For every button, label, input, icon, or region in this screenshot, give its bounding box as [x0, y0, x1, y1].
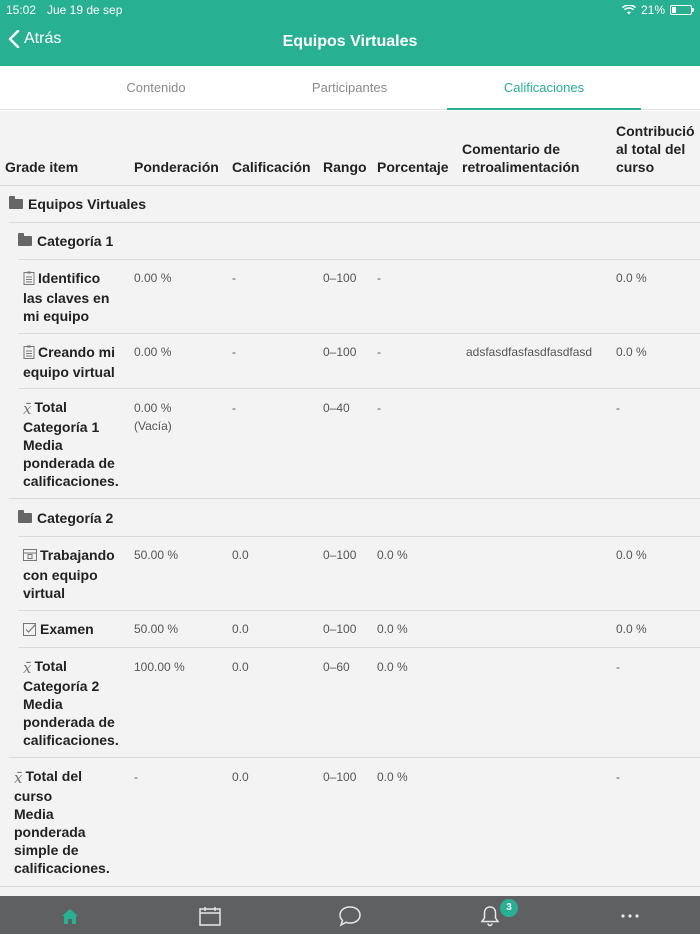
range-value: 0–100	[323, 271, 357, 285]
weight-value: 0.00 %	[134, 345, 172, 359]
grade-value: -	[232, 345, 236, 359]
grade-value: 0.0	[232, 770, 249, 784]
divider	[18, 259, 700, 260]
grade-value: -	[232, 271, 236, 285]
back-label: Atrás	[24, 30, 62, 47]
notifications-button[interactable]	[478, 904, 502, 928]
assignment-icon	[23, 271, 35, 289]
percentage-value: 0.0 %	[377, 660, 408, 674]
category2-name: Categoría 2	[37, 510, 114, 526]
divider	[9, 498, 700, 499]
notification-badge: 3	[500, 899, 518, 917]
header-grade: Calificación	[232, 159, 311, 175]
contribution-value: -	[616, 660, 620, 674]
range-value: 0–100	[323, 770, 357, 784]
battery-icon	[670, 5, 692, 15]
weight-value: 50.00 %	[134, 548, 179, 562]
app-header	[0, 0, 700, 66]
divider	[0, 886, 700, 887]
header-range: Rango	[323, 159, 367, 175]
mean-icon: x̄	[23, 400, 32, 418]
tab-contenido[interactable]: Contenido	[126, 80, 186, 95]
feedback-value: adsfasdfasfasdfasdfasd	[466, 345, 593, 359]
contribution-value: 0.0 %	[616, 548, 647, 562]
grade-value: -	[232, 401, 236, 415]
home-icon	[60, 906, 80, 926]
header-feedback-line2: retroalimentación	[462, 159, 580, 175]
table-header	[0, 111, 700, 186]
home-button[interactable]	[58, 904, 82, 928]
bell-icon	[480, 905, 500, 927]
header-percentage: Porcentaje	[377, 159, 449, 175]
chat-icon	[338, 905, 362, 927]
range-value: 0–100	[323, 622, 357, 636]
folder-icon	[9, 199, 23, 209]
bottom-tab-bar	[0, 896, 700, 934]
percentage-value: 0.0 %	[377, 548, 408, 562]
wifi-icon	[622, 5, 636, 15]
range-value: 0–40	[323, 401, 350, 415]
weight-note: (Vacía)	[134, 419, 172, 433]
divider	[18, 388, 700, 389]
header-feedback	[462, 140, 579, 176]
header-contribution-line1: Contribució	[616, 123, 695, 139]
range-value: 0–100	[323, 548, 357, 562]
weight-value: -	[134, 770, 138, 784]
status-bar	[0, 0, 700, 20]
grade-value: 0.0	[232, 548, 249, 562]
course-name: Equipos Virtuales	[28, 196, 146, 212]
contribution-value: -	[616, 401, 620, 415]
contribution-value: 0.0 %	[616, 271, 647, 285]
percentage-value: -	[377, 271, 381, 285]
header-grade-item: Grade item	[5, 159, 79, 175]
range-value: 0–100	[323, 345, 357, 359]
divider	[9, 757, 700, 758]
divider	[18, 610, 700, 611]
assignment-icon	[23, 345, 35, 363]
grades-table[interactable]	[0, 111, 700, 896]
messages-button[interactable]	[338, 904, 362, 928]
percentage-value: 0.0 %	[377, 770, 408, 784]
contribution-value: -	[616, 770, 620, 784]
header-weight: Ponderación	[134, 159, 219, 175]
category-total-name: x̄ Total Categoría 2 Media ponderada de calificaciones.	[23, 658, 119, 748]
grade-item-name[interactable]: Creando mi equipo virtual	[23, 344, 116, 380]
divider	[18, 536, 700, 537]
grade-value: 0.0	[232, 622, 249, 636]
category1-title	[18, 233, 113, 249]
status-date: Jue 19 de sep	[47, 3, 123, 17]
contribution-value: 0.0 %	[616, 345, 647, 359]
calendar-button[interactable]	[198, 904, 222, 928]
mean-icon: x̄	[23, 659, 32, 677]
divider	[18, 333, 700, 334]
status-time: 15:02	[6, 3, 37, 17]
grade-item-name[interactable]: Identifico las claves en mi equipo	[23, 270, 110, 324]
workshop-icon	[23, 548, 37, 566]
weight-value: 0.00 %	[134, 271, 172, 285]
weight-value: 0.00 % (Vacía)	[134, 401, 172, 433]
folder-icon	[18, 513, 32, 523]
quiz-icon	[23, 622, 37, 640]
grade-item-name[interactable]: Examen	[23, 620, 94, 640]
category2-title	[18, 510, 113, 526]
status-right	[622, 3, 692, 17]
grade-item-name[interactable]: Trabajando con equipo virtual	[23, 547, 115, 601]
category1-name: Categoría 1	[37, 233, 114, 249]
weight-value: 50.00 %	[134, 622, 179, 636]
percentage-value: 0.0 %	[377, 622, 408, 636]
header-contribution-line2: al total del	[616, 141, 686, 157]
folder-icon	[18, 236, 32, 246]
contribution-value: 0.0 %	[616, 622, 647, 636]
grade-value: 0.0	[232, 660, 249, 674]
mean-icon: x̄	[14, 769, 23, 787]
divider	[9, 222, 700, 223]
more-button[interactable]	[618, 904, 642, 928]
more-icon	[620, 913, 640, 919]
course-total-name: x̄ Total del curso Media ponderada simple de calificaciones.	[14, 768, 110, 876]
course-section-title	[9, 196, 146, 212]
percentage-value: -	[377, 401, 381, 415]
tab-calificaciones[interactable]: Calificaciones	[447, 66, 641, 110]
divider	[18, 647, 700, 648]
header-contribution-line3: curso	[616, 159, 655, 175]
header-contribution	[616, 122, 695, 176]
percentage-value: -	[377, 345, 381, 359]
tab-participantes[interactable]: Participantes	[311, 80, 388, 95]
category-total-name: x̄ Total Categoría 1 Media ponderada de calificaciones.	[23, 399, 119, 489]
calendar-icon	[199, 906, 221, 926]
tab-bar	[0, 66, 700, 110]
weight-value: 100.00 %	[134, 660, 185, 674]
header-feedback-line1: Comentario de	[462, 141, 561, 157]
range-value: 0–60	[323, 660, 350, 674]
page-title: Equipos Virtuales	[282, 33, 418, 50]
battery-percent: 21%	[640, 3, 665, 17]
